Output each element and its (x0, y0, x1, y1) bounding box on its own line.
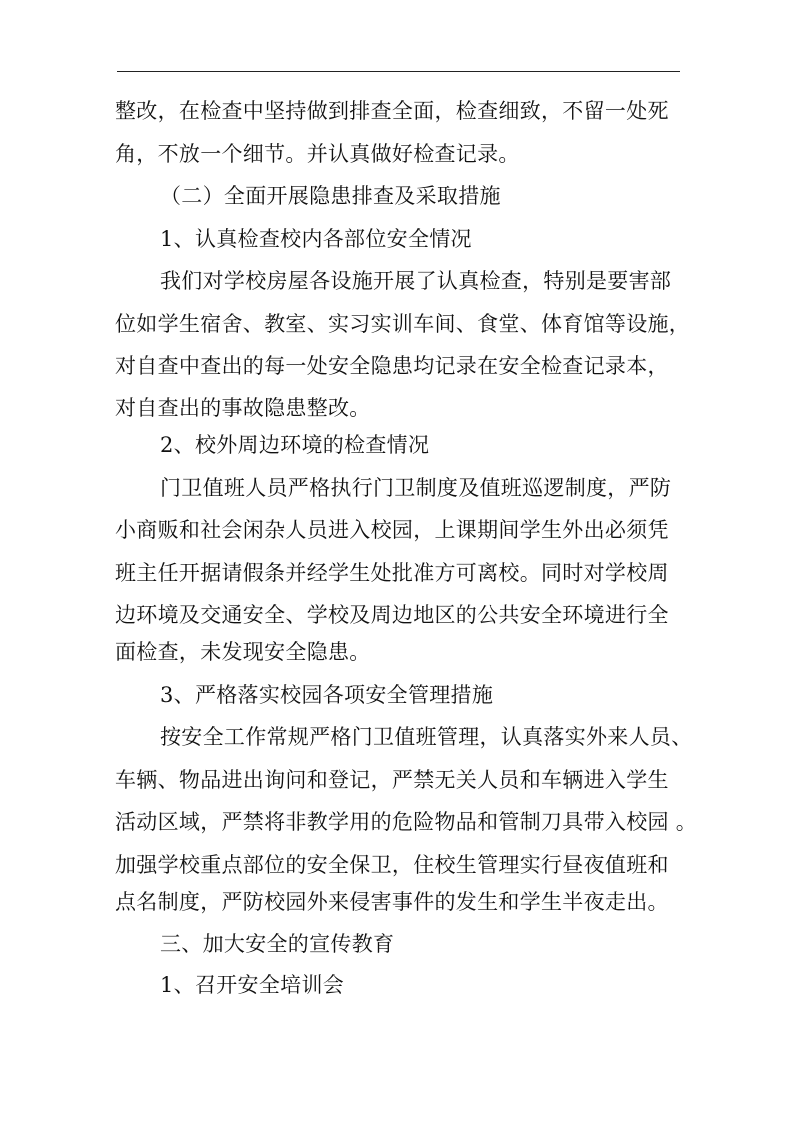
section-heading: 三、加大安全的宣传教育 (160, 932, 395, 956)
subsection-heading: 2、校外周边环境的检查情况 (160, 433, 430, 457)
body-text-line: 车辆、物品进出询问和登记，严禁无关人员和车辆进入学生 (115, 768, 669, 792)
subsection-heading: 1、认真检查校内各部位安全情况 (160, 227, 472, 251)
body-text-line: 活动区域，严禁将非教学用的危险物品和管制刀具带入校园 。 (115, 810, 698, 834)
header-rule (117, 71, 680, 72)
body-text-line: 位如学生宿舍、教室、实习实训车间、食堂、体育馆等设施， (115, 312, 691, 336)
subsection-heading: 3、严格落实校园各项安全管理措施 (160, 683, 494, 707)
body-text-line: 整改，在检查中坚持做到排查全面，检查细致，不留一处死 (115, 99, 669, 123)
section-heading: （二）全面开展隐患排查及采取措施 (160, 184, 501, 208)
body-text-line: 班主任开据请假条并经学生处批准方可离校。同时对学校周 (115, 561, 669, 585)
subsection-heading: 1、召开安全培训会 (160, 973, 345, 997)
body-text-line: 对自查中查出的每一处安全隐患均记录在安全检查记录本， (115, 354, 669, 378)
body-text-line: 加强学校重点部位的安全保卫，住校生管理实行昼夜值班和 (115, 853, 669, 877)
body-text-line: 点名制度，严防校园外来侵害事件的发生和学生半夜走出。 (115, 890, 669, 914)
body-text-line: 角，不放一个细节。并认真做好检查记录。 (115, 142, 520, 166)
body-text-line: 按安全工作常规严格门卫值班管理，认真落实外来人员、 (160, 725, 693, 749)
body-text-line: 小商贩和社会闲杂人员进入校园，上课期间学生外出必须凭 (115, 518, 669, 542)
body-text-line: 对自查出的事故隐患整改。 (115, 396, 371, 420)
body-text-line: 我们对学校房屋各设施开展了认真检查，特别是要害部 (160, 269, 672, 293)
body-text-line: 边环境及交通安全、学校及周边地区的公共安全环境进行全 (115, 603, 669, 627)
body-text-line: 门卫值班人员严格执行门卫制度及值班巡逻制度，严防 (160, 476, 672, 500)
body-text-line: 面检查，未发现安全隐患。 (115, 640, 371, 664)
